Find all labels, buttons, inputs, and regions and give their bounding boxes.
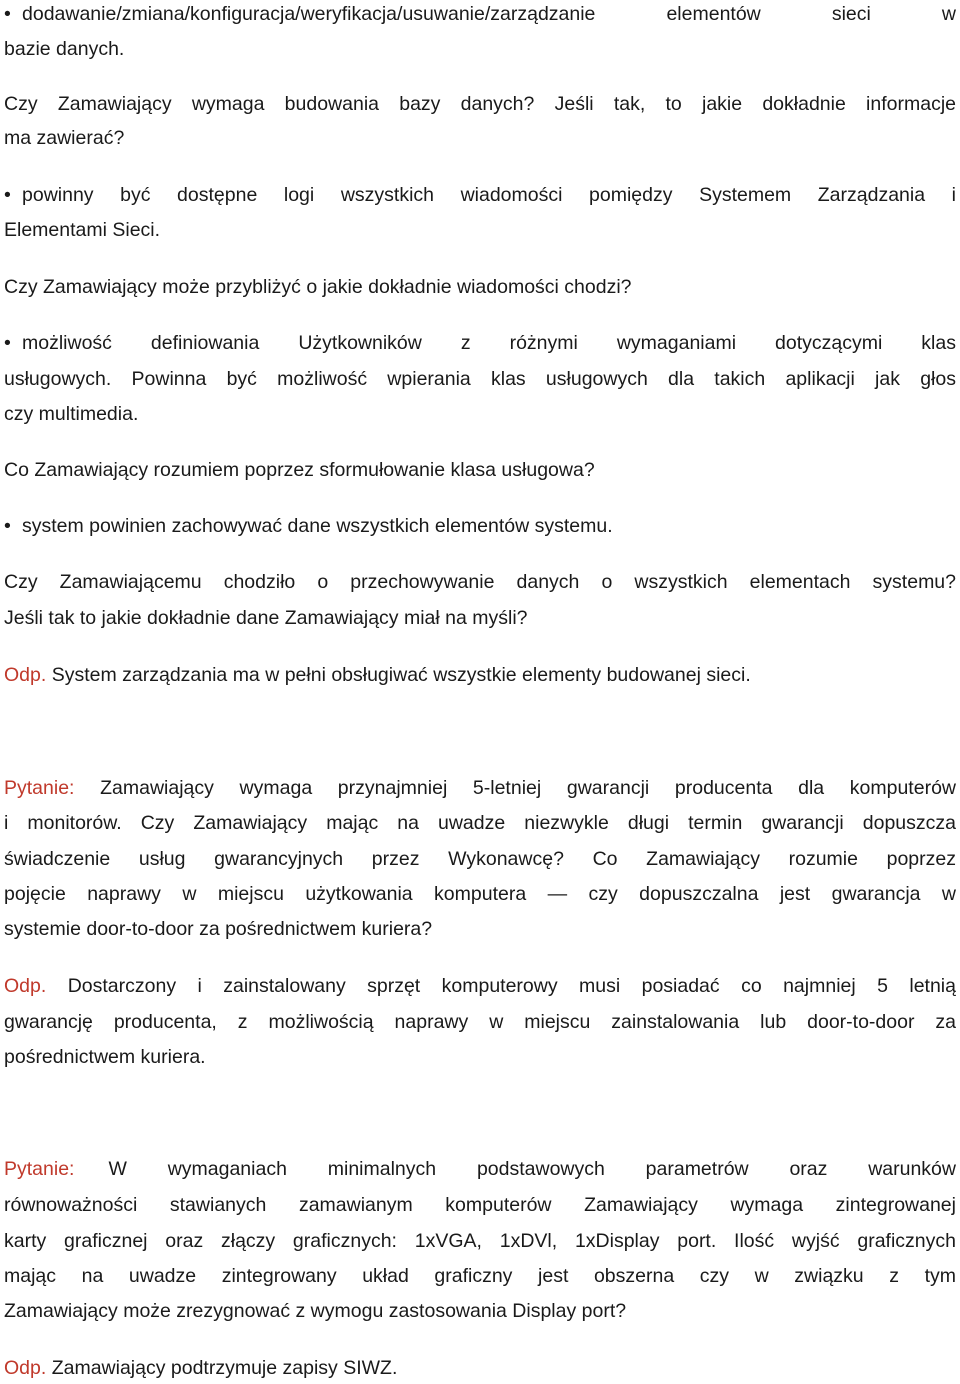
answer-text: Dostarczony i zainstalowany sprzęt komputerowy musi posiadać co najmniej 5 letnią: [46, 975, 956, 997]
question-line: pojęcie naprawy w miejscu użytkowania komputera — czy dopuszczalna jest gwarancja w: [4, 883, 956, 905]
question-line: Czy Zamawiający wymaga budowania bazy danych? Jeśli tak, to jakie dokładnie informacje: [4, 93, 956, 115]
question-label: Pytanie:: [4, 1158, 75, 1180]
answer-line: [4, 1356, 956, 1380]
answer-line: [4, 974, 956, 998]
bullet-line: [4, 2, 956, 26]
text-line: bazie danych.: [4, 38, 125, 60]
answer-line: pośrednictwem kuriera.: [4, 1046, 206, 1068]
question-line: Co Zamawiający rozumiem poprzez sformułowanie klasa usługowa?: [4, 459, 595, 481]
answer-text: Zamawiający podtrzymuje zapisy SIWZ.: [46, 1357, 398, 1379]
bullet-icon: •: [4, 515, 11, 537]
answer-text: System zarządzania ma w pełni obsługiwać wszystkie elementy budowanej sieci.: [46, 664, 751, 686]
bullet-text: możliwość definiowania Użytkowników z różnymi wymaganiami dotyczącymi klas: [22, 332, 956, 354]
question-label: Pytanie:: [4, 777, 75, 799]
bullet-text: system powinien zachowywać dane wszystkich elementów systemu.: [22, 515, 613, 537]
question-text: W wymaganiach minimalnych podstawowych parametrów oraz warunków: [108, 1158, 956, 1180]
bullet-icon: •: [4, 3, 11, 25]
bullet-icon: •: [4, 332, 11, 354]
answer-line: gwarancję producenta, z możliwością naprawy w miejscu zainstalowania lub door-to-door za: [4, 1011, 956, 1033]
bullet-icon: •: [4, 184, 11, 206]
bullet-line: [4, 183, 956, 207]
bullet-text: dodawanie/zmiana/konfiguracja/weryfikacja/usuwanie/zarządzanie elementów sieci w: [22, 3, 956, 25]
text-line: Elementami Sieci.: [4, 219, 161, 241]
answer-label: Odp.: [4, 1357, 47, 1379]
question-line: [4, 1157, 956, 1181]
question-line: mając na uwadze zintegrowany układ graficzny jest obszerna czy w związku z tym: [4, 1265, 956, 1287]
bullet-text: powinny być dostępne logi wszystkich wiadomości pomiędzy Systemem Zarządzania i: [22, 184, 956, 206]
text-line: czy multimedia.: [4, 403, 139, 425]
question-line: [4, 776, 956, 800]
question-text: Zamawiający wymaga przynajmniej 5-letniej gwarancji producenta dla komputerów: [74, 777, 956, 799]
question-line: ma zawierać?: [4, 127, 125, 149]
question-line: Czy Zamawiającemu chodziło o przechowywanie danych o wszystkich elementach systemu?: [4, 571, 956, 593]
question-line: i monitorów. Czy Zamawiający mając na uwadze niezwykle długi termin gwarancji dopuszcza: [4, 812, 956, 834]
question-line: systemie door-to-door za pośrednictwem kuriera?: [4, 918, 433, 940]
bullet-line: [4, 331, 956, 355]
bullet-line: [4, 514, 956, 538]
answer-label: Odp.: [4, 975, 47, 997]
question-line: świadczenie usług gwarancyjnych przez Wykonawcę? Co Zamawiający rozumie poprzez: [4, 848, 956, 870]
text-line: usługowych. Powinna być możliwość wpierania klas usługowych dla takich aplikacji jak głos: [4, 368, 956, 390]
question-line: Czy Zamawiający może przybliżyć o jakie dokładnie wiadomości chodzi?: [4, 276, 632, 298]
answer-label: Odp.: [4, 664, 47, 686]
question-line: karty graficznej oraz złączy graficznych: 1xVGA, 1xDVl, 1xDisplay port. Ilość wyjść graficznych: [4, 1230, 956, 1252]
question-line: równoważności stawianych zamawianym komputerów Zamawiający wymaga zintegrowanej: [4, 1194, 956, 1216]
question-line: Jeśli tak to jakie dokładnie dane Zamawiający miał na myśli?: [4, 607, 528, 629]
question-line: Zamawiający może zrezygnować z wymogu zastosowania Display port?: [4, 1300, 627, 1322]
answer-line: [4, 663, 956, 687]
